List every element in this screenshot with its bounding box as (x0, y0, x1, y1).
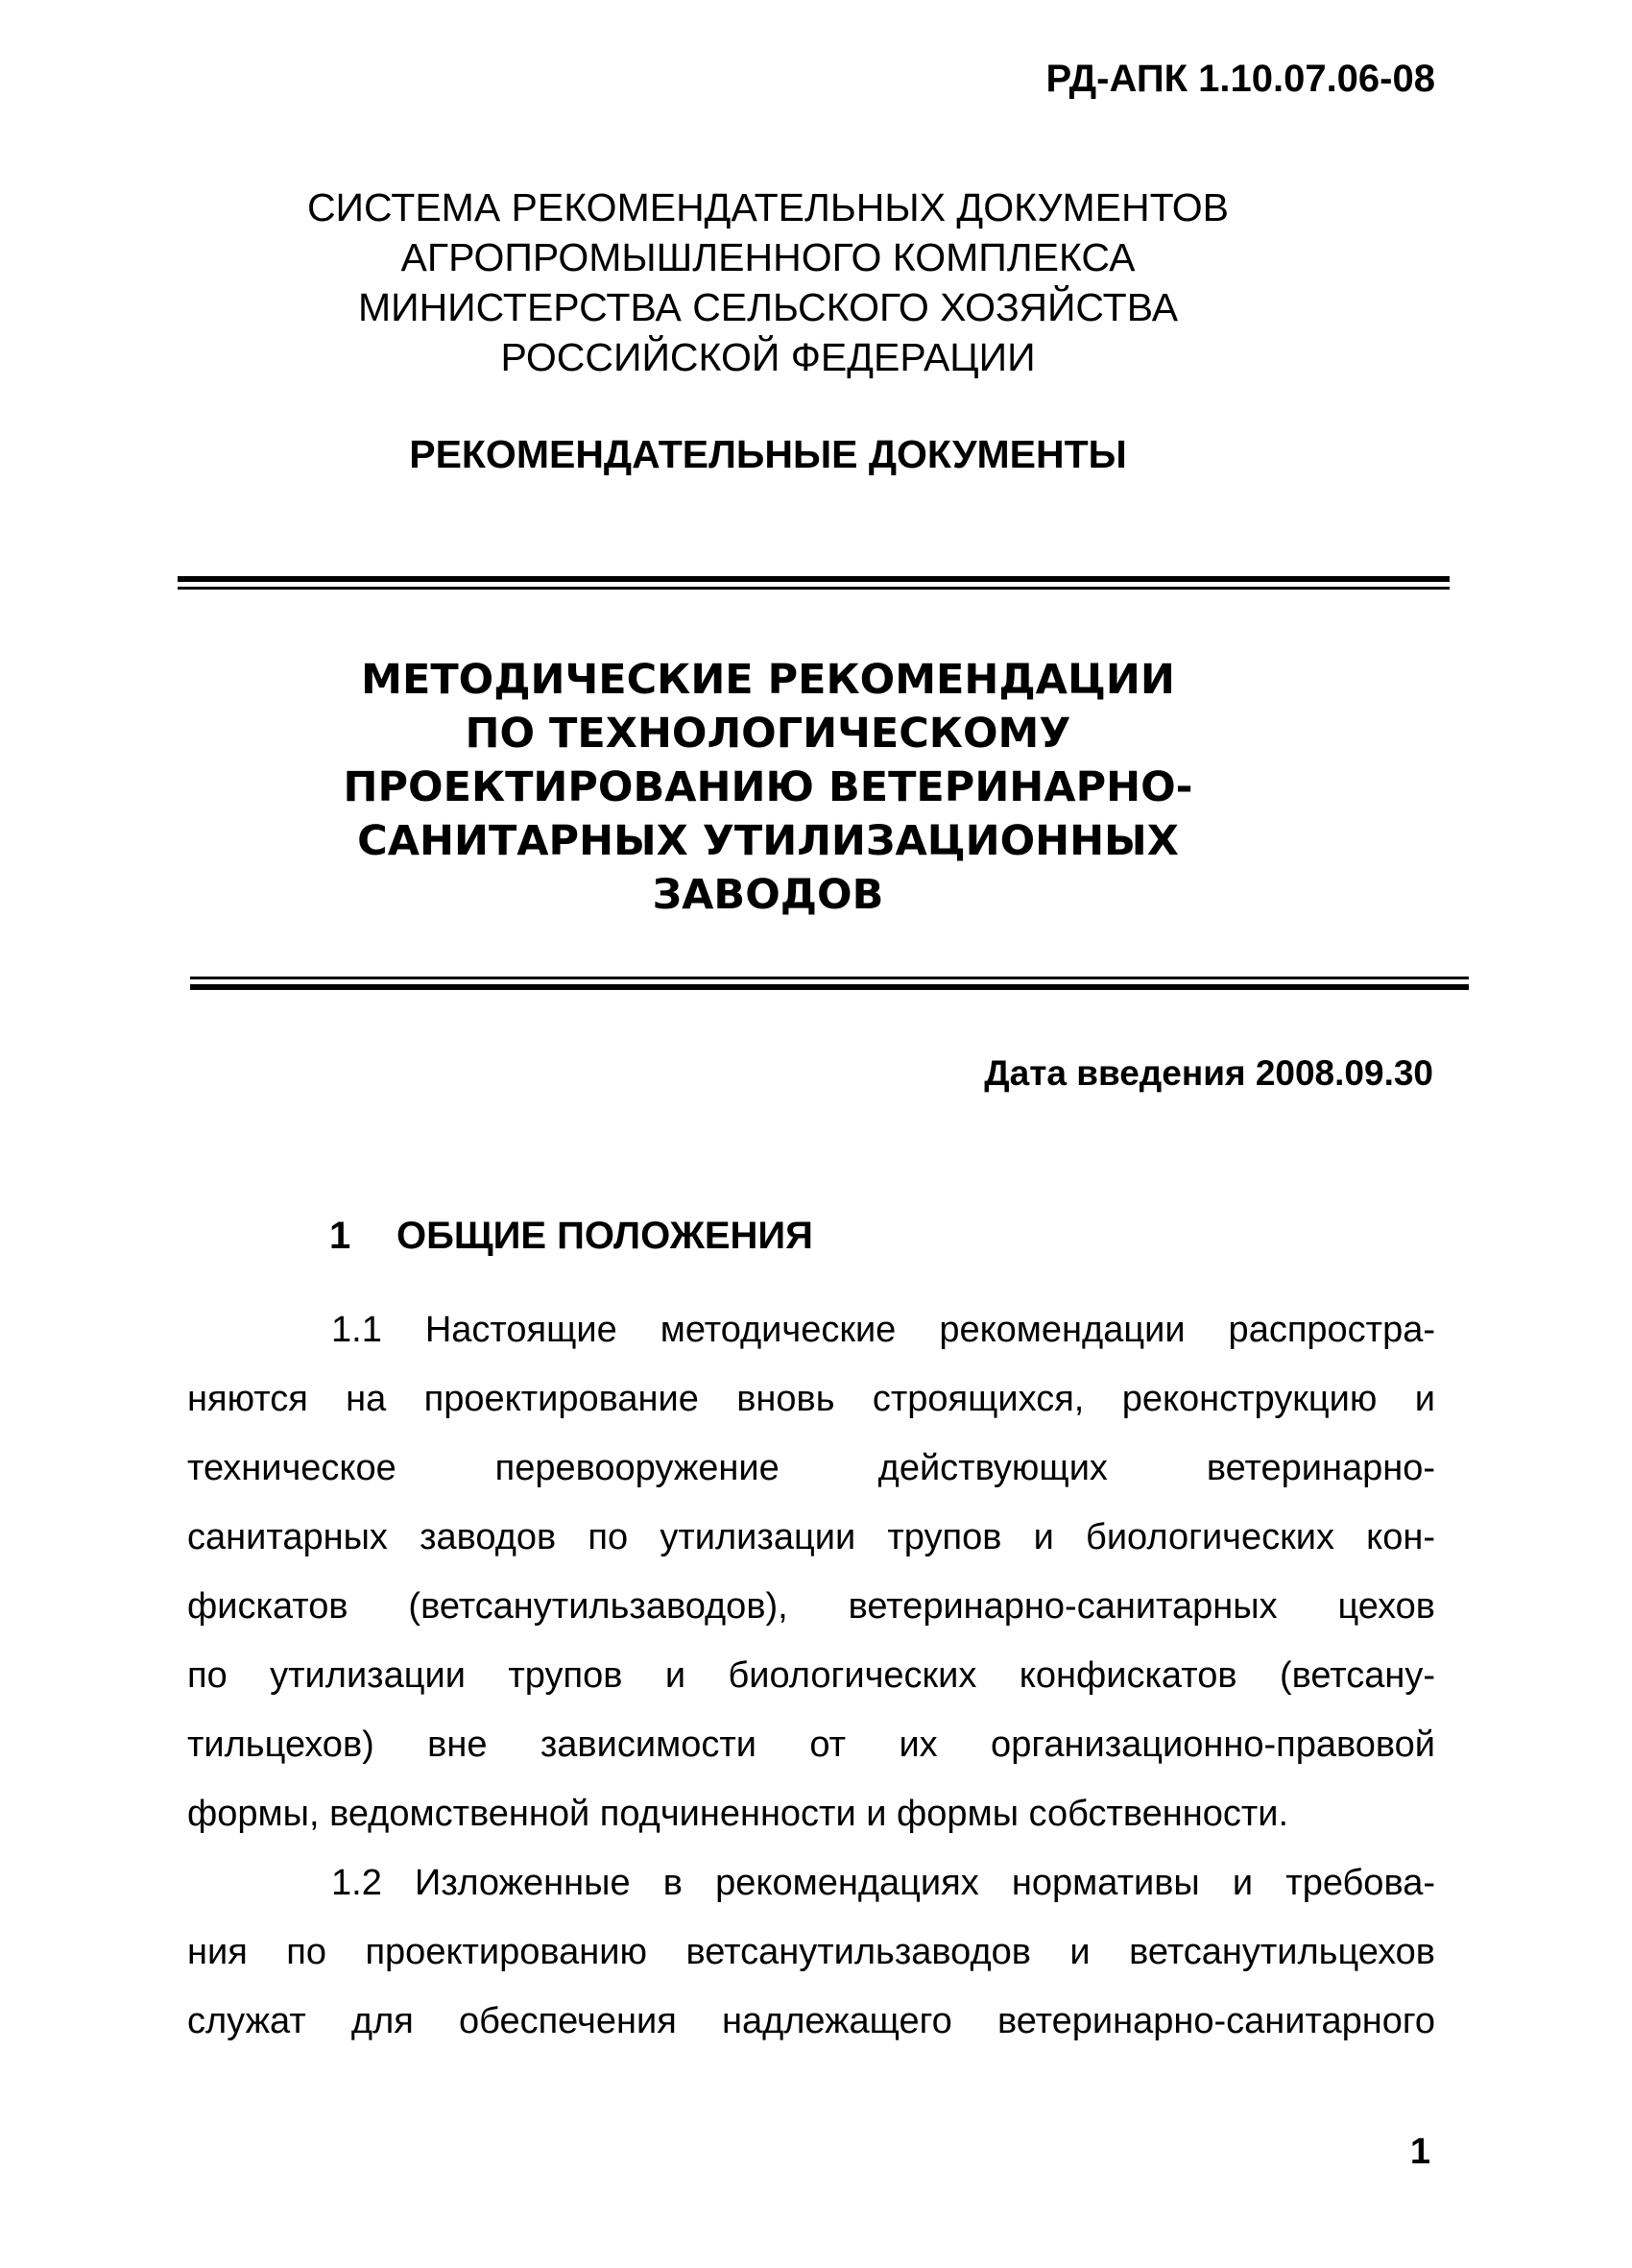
main-title-line: ПО ТЕХНОЛОГИЧЕСКОМУ (465, 710, 1071, 758)
introduction-date: Дата введения 2008.09.30 (984, 1053, 1433, 1093)
system-title-line: АГРОПРОМЫШЛЕННОГО КОМПЛЕКСА (400, 235, 1136, 279)
paragraph-line: ния по проектированию ветсанутильзаводов и ветсанутильцехов (187, 1932, 1435, 1972)
rule-thick-line (190, 984, 1469, 990)
document-type: РЕКОМЕНДАТЕЛЬНЫЕ ДОКУМЕНТЫ (409, 432, 1127, 476)
bottom-double-rule (190, 977, 1469, 990)
paragraph-line: няются на проектирование вновь строящихся, реконструкцию и (187, 1379, 1435, 1419)
system-title-line: СИСТЕМА РЕКОМЕНДАТЕЛЬНЫХ ДОКУМЕНТОВ (306, 185, 1230, 229)
rule-thin-line (178, 587, 1450, 590)
paragraph-line: формы, ведомственной подчиненности и формы собственности. (187, 1794, 1289, 1834)
section-number: 1 (329, 1215, 351, 1257)
paragraph-line: по утилизации трупов и биологических конфискатов (ветсану- (187, 1655, 1435, 1696)
main-title-line: ЗАВОДОВ (652, 871, 884, 919)
main-title (240, 653, 1296, 922)
section-title: ОБЩИЕ ПОЛОЖЕНИЯ (396, 1215, 813, 1257)
main-title-line: САНИТАРНЫХ УТИЛИЗАЦИОННЫХ (357, 817, 1179, 865)
document-code: РД-АПК 1.10.07.06-08 (1045, 58, 1435, 100)
paragraph-line: санитарных заводов по утилизации трупов и биологических кон- (187, 1517, 1435, 1557)
system-title-line: РОССИЙСКОЙ ФЕДЕРАЦИИ (500, 335, 1036, 379)
paragraph-line: служат для обеспечения надлежащего ветеринарно-санитарного (187, 2001, 1435, 2041)
page-number: 1 (1409, 2132, 1430, 2172)
paragraph-line: тильцехов) вне зависимости от их организационно-правовой (187, 1725, 1435, 1765)
paragraph-line: фискатов (ветсанутильзаводов), ветеринарно-санитарных цехов (187, 1586, 1435, 1627)
main-title-line: ПРОЕКТИРОВАНИЮ ВЕТЕРИНАРНО- (343, 763, 1193, 811)
main-title-line: МЕТОДИЧЕСКИЕ РЕКОМЕНДАЦИИ (361, 656, 1175, 704)
system-title (240, 182, 1296, 382)
top-double-rule (178, 576, 1450, 590)
paragraph-line: 1.2 Изложенные в рекомендациях нормативы и требова- (331, 1863, 1435, 1903)
system-title-line: МИНИСТЕРСТВА СЕЛЬСКОГО ХОЗЯЙСТВА (357, 285, 1179, 329)
paragraph-line: 1.1 Настоящие методические рекомендации распростра- (331, 1310, 1435, 1350)
section-heading (329, 1215, 813, 1258)
paragraph-line: техническое перевооружение действующих ветеринарно- (187, 1448, 1435, 1488)
